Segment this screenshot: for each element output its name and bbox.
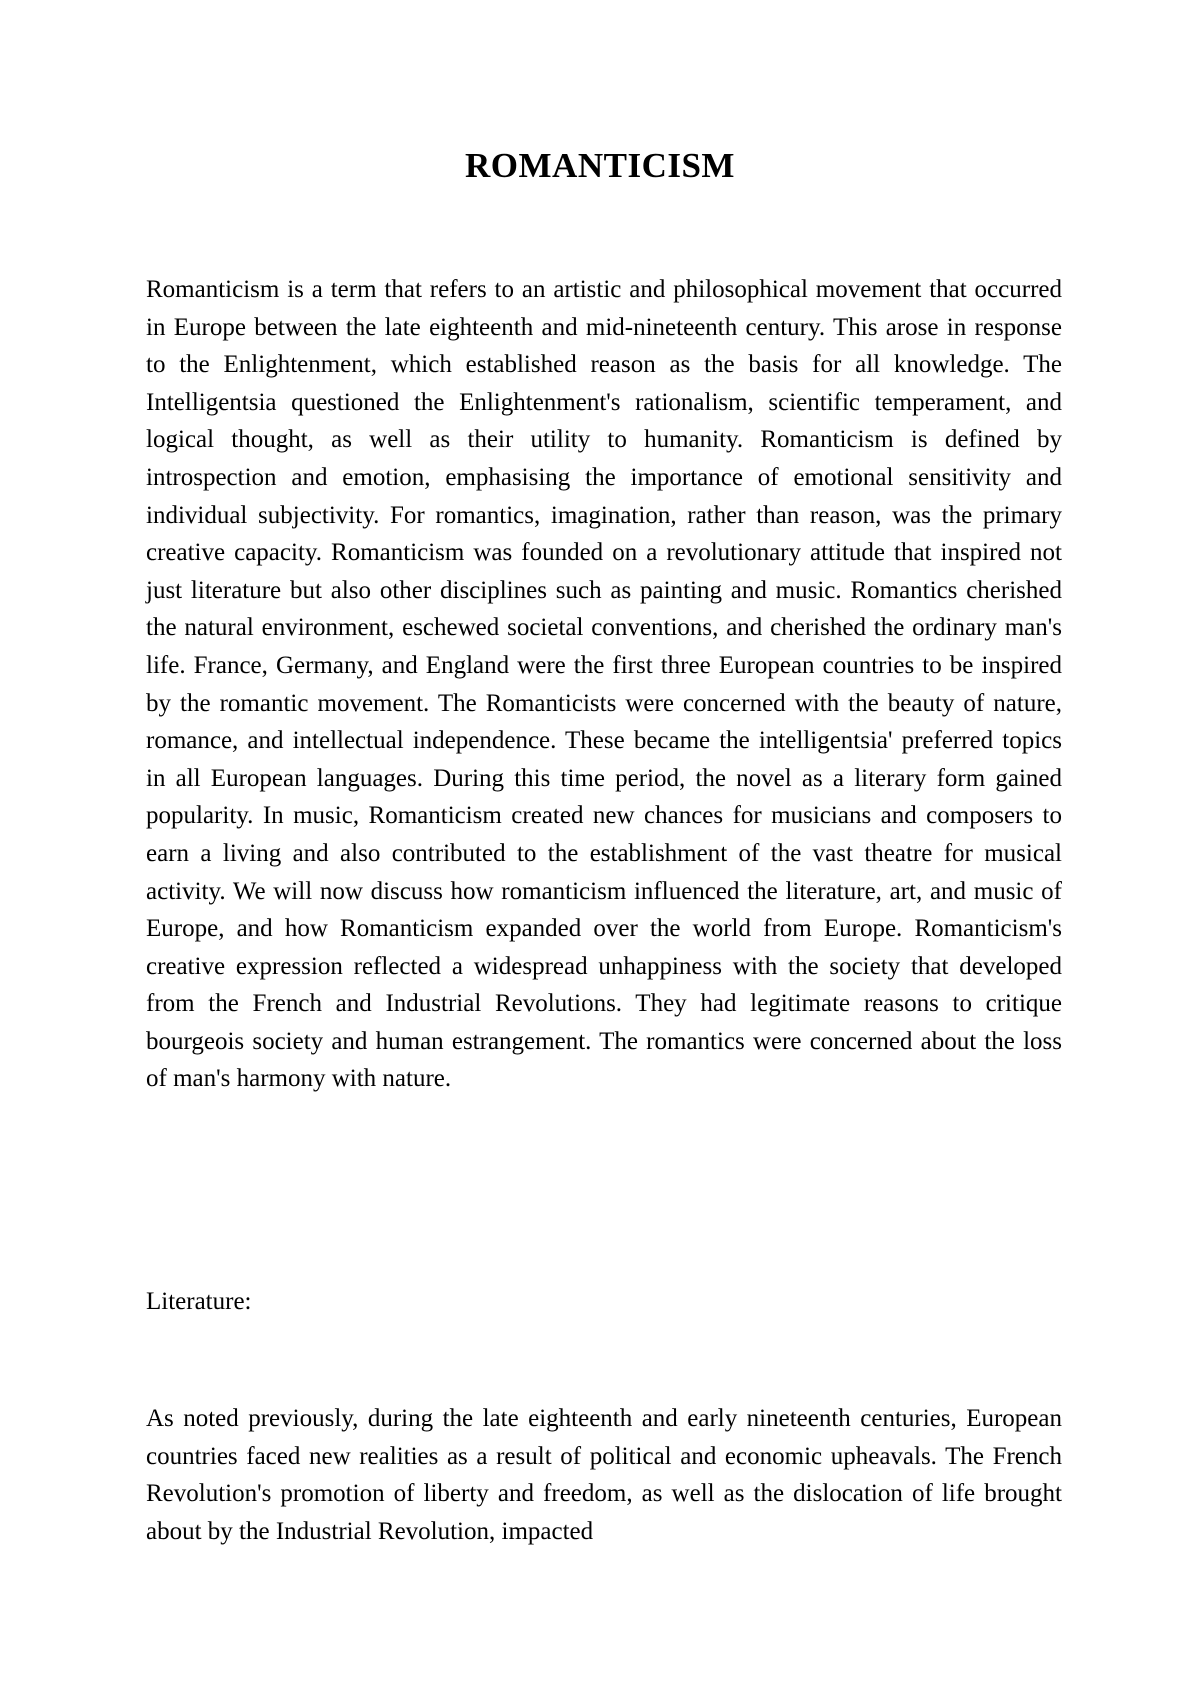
document-title: ROMANTICISM <box>465 146 735 185</box>
intro-paragraph: Romanticism is a term that refers to an artistic and philosophical movement that occurred in Europe between the late eighteenth and mid-nineteenth century. This arose in response to the Enlightenment, which established reason as the basis for all knowledge. The Intelligentsia questioned the Enlightenment's rationalism, scientific temperament, and logical thought, as well as their utility to humanity. Romanticism is defined by introspection and emotion, emphasising the importance of emotional sensitivity and individual subjectivity. For romantics, imagination, rather than reason, was the primary creative capacity. Romanticism was founded on a revolutionary attitude that inspired not just literature but also other disciplines such as painting and music. Romantics cherished the natural environment, eschewed societal conventions, and cherished the ordinary man's life. France, Germany, and England were the first three European countries to be inspired by the romantic movement. The Romanticists were concerned with the beauty of nature, romance, and intellectual independence. These became the intelligentsia' preferred topics in all European languages. During this time period, the novel as a literary form gained popularity. In music, Romanticism created new chances for musicians and composers to earn a living and also contributed to the establishment of the vast theatre for musical activity. We will now discuss how romanticism influenced the literature, art, and music of Europe, and how Romanticism expanded over the world from Europe. Romanticism's creative expression reflected a widespread unhappiness with the society that developed from the French and Industrial Revolutions. They had legitimate reasons to critique bourgeois society and human estrangement. The romantics were concerned about the loss of man's harmony with nature. <box>146 276 1062 1093</box>
literature-heading: Literature: <box>146 1288 252 1315</box>
literature-paragraph: As noted previously, during the late eighteenth and early nineteenth centuries, European countries faced new realities as a result of political and economic upheavals. The French Revolution's promotion of liberty and freedom, as well as the dislocation of life brought about by the Industrial Revolution, impacted <box>146 1405 1062 1545</box>
